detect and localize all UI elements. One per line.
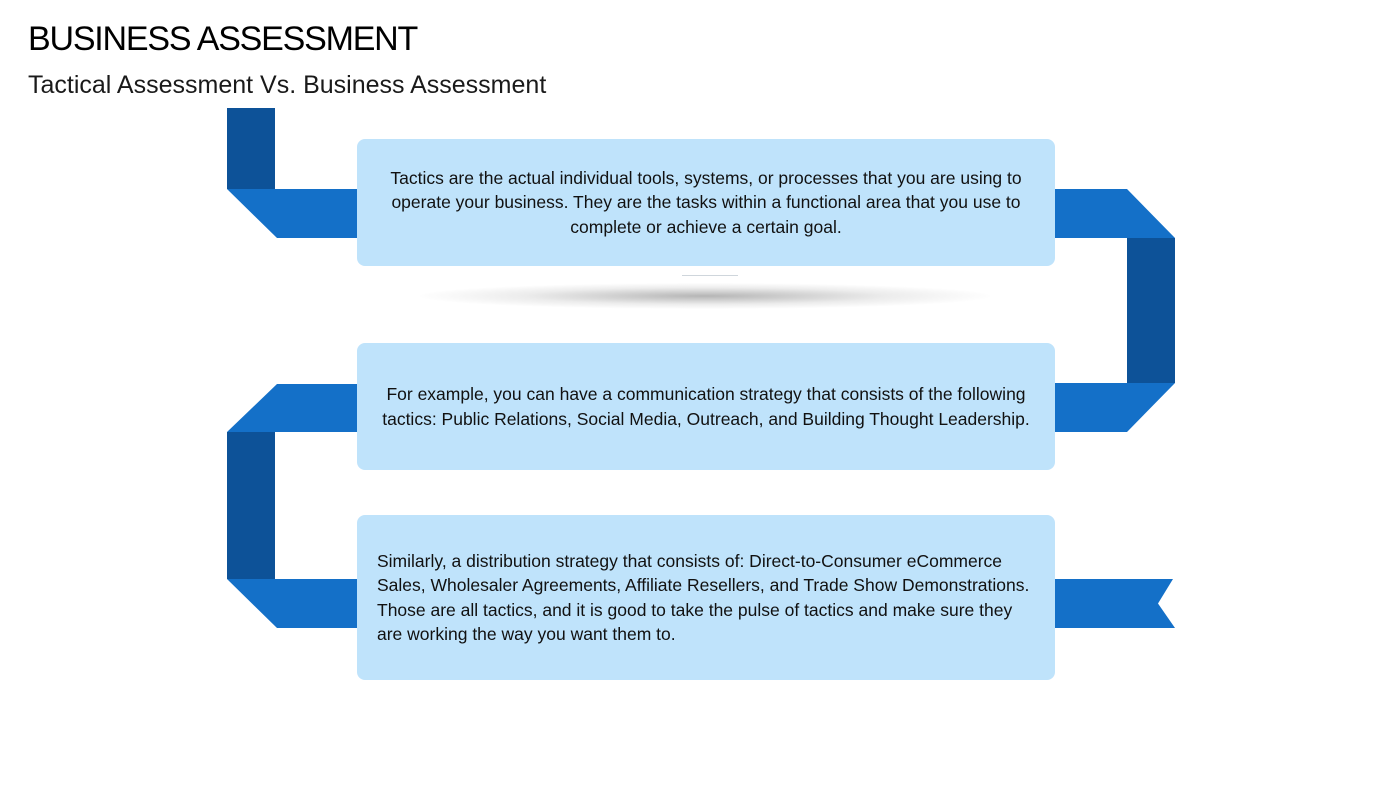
distribution-example-box bbox=[357, 515, 1055, 680]
ribbon-fold bbox=[227, 189, 360, 238]
box-text-group bbox=[377, 549, 1035, 647]
slide-subtitle: Tactical Assessment Vs. Business Assessment bbox=[28, 71, 547, 99]
ribbon-fold bbox=[227, 384, 360, 432]
ribbon-fold bbox=[1053, 383, 1175, 432]
shadow-line bbox=[682, 275, 738, 276]
box-text: Those are all tactics, and it is good to take the pulse of tactics and make sure they are working the way you want them to. bbox=[377, 599, 1013, 644]
slide-title: BUSINESS ASSESSMENT bbox=[28, 20, 418, 58]
ribbon-segment bbox=[227, 432, 275, 579]
box-text: Similarly, a distribution strategy that consists of: Direct-to-Consumer eCommerce Sales, Wholesaler Agreements, Affiliate Resellers, and Trade Show Demonstrations. bbox=[377, 550, 1030, 595]
box-text: For example, you can have a communication strategy that consists of the following tactics: Public Relations, Social Media, Outreach, and Building Thought Leadership. bbox=[382, 384, 1030, 429]
box-shadow bbox=[420, 283, 990, 309]
ribbon-segment bbox=[227, 108, 275, 189]
tactics-definition-box bbox=[357, 139, 1055, 266]
ribbon-fold bbox=[227, 579, 360, 628]
ribbon-segment bbox=[1127, 238, 1175, 383]
ribbon-fold bbox=[1053, 189, 1175, 238]
ribbon-tail bbox=[1053, 579, 1175, 628]
communication-example-box bbox=[357, 343, 1055, 470]
box-text: Tactics are the actual individual tools, systems, or processes that you are using to operate your business. They are the tasks within a functional area that you use to complete or achieve a certain goal. bbox=[390, 167, 1022, 237]
